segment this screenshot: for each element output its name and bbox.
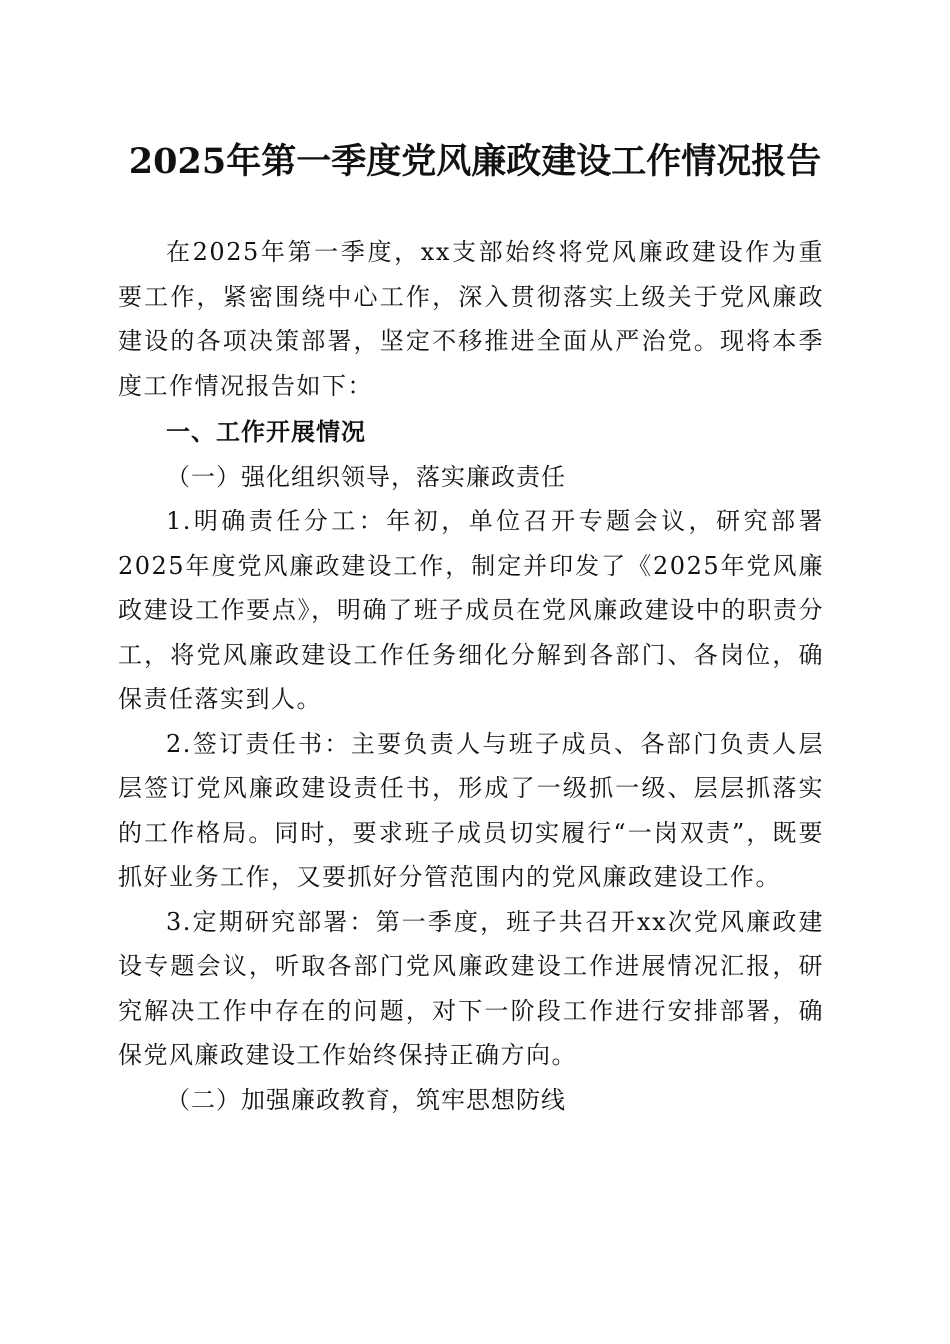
document-body: [118, 230, 824, 1122]
list-item: 1.明确责任分工：年初，单位召开专题会议，研究部署2025年度党风廉政建设工作，制定并印发了《2025年党风廉政建设工作要点》，明确了班子成员在党风廉政建设中的职责分工，将党风廉政建设工作任务细化分解到各部门、各岗位，确保责任落实到人。: [118, 507, 824, 713]
list-item: 3.定期研究部署：第一季度，班子共召开xx次党风廉政建设专题会议，听取各部门党风廉政建设工作进展情况汇报，研究解决工作中存在的问题，对下一阶段工作进行安排部署，确保党风廉政建设工作始终保持正确方向。: [118, 907, 824, 1069]
intro-paragraph: 在2025年第一季度，xx支部始终将党风廉政建设作为重要工作，紧密围绕中心工作，深入贯彻落实上级关于党风廉政建设的各项决策部署，坚定不移推进全面从严治党。现将本季度工作情况报告如下：: [118, 238, 824, 400]
subsection-heading: （二）加强廉政教育，筑牢思想防线: [166, 1085, 566, 1114]
subsection-heading: （一）强化组织领导，落实廉政责任: [166, 462, 566, 491]
list-item: 2.签订责任书：主要负责人与班子成员、各部门负责人层层签订党风廉政建设责任书，形成了一级抓一级、层层抓落实的工作格局。同时，要求班子成员切实履行“一岗双责”，既要抓好业务工作，又要抓好分管范围内的党风廉政建设工作。: [118, 729, 824, 891]
section-heading: 一、工作开展情况: [166, 418, 366, 446]
document-title: 2025年第一季度党风廉政建设工作情况报告: [128, 141, 822, 182]
